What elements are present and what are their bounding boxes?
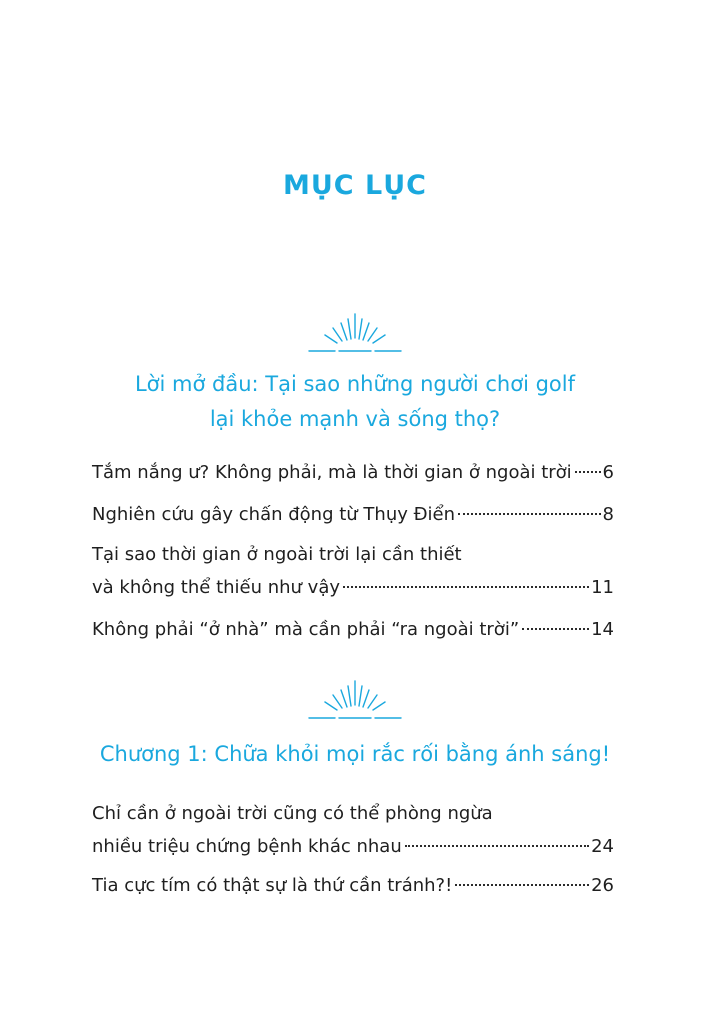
entry-title: Tia cực tím có thật sự là thứ cần tránh?! bbox=[92, 875, 453, 896]
heading-line: Chương 1: Chữa khỏi mọi rắc rối bằng ánh sáng! bbox=[99, 742, 611, 766]
dot-leader bbox=[343, 586, 589, 588]
entry-title: Chỉ cần ở ngoài trời cũng có thể phòng ngừa bbox=[92, 803, 493, 824]
entry-title: Không phải “ở nhà” mà cần phải “ra ngoài trời” bbox=[92, 619, 520, 640]
dot-leader bbox=[455, 884, 589, 886]
page-number: 26 bbox=[591, 875, 614, 896]
sunburst-icon bbox=[305, 310, 405, 354]
toc-entry[interactable] bbox=[92, 498, 614, 531]
page-number: 6 bbox=[602, 462, 614, 483]
heading-line: Lời mở đầu: Tại sao những người chơi golf bbox=[134, 372, 575, 396]
toc-entry[interactable] bbox=[92, 538, 614, 604]
page-number: 8 bbox=[602, 504, 614, 525]
page-number: 24 bbox=[591, 836, 614, 857]
entry-title: Tắm nắng ư? Không phải, mà là thời gian ở ngoài trời bbox=[92, 462, 572, 483]
page-number: 11 bbox=[591, 577, 614, 598]
dot-leader bbox=[575, 471, 601, 473]
dot-leader bbox=[405, 845, 589, 847]
page-number: 14 bbox=[591, 619, 614, 640]
entry-title: Tại sao thời gian ở ngoài trời lại cần thiết bbox=[92, 544, 462, 565]
section-heading-chapter-1 bbox=[0, 737, 710, 772]
toc-entry[interactable] bbox=[92, 613, 614, 646]
toc-entry[interactable] bbox=[92, 869, 614, 902]
entry-title: Nghiên cứu gây chấn động từ Thụy Điển bbox=[92, 504, 456, 525]
toc-entry[interactable] bbox=[92, 797, 614, 863]
section-heading-intro bbox=[0, 367, 710, 437]
entry-title: nhiều triệu chứng bệnh khác nhau bbox=[92, 836, 402, 857]
sunburst-icon bbox=[305, 677, 405, 721]
page-title: MỤC LỤC bbox=[283, 170, 427, 201]
heading-line: lại khỏe mạnh và sống thọ? bbox=[209, 407, 501, 431]
entry-title: và không thể thiếu như vậy bbox=[92, 577, 341, 598]
toc-entry[interactable] bbox=[92, 456, 614, 489]
dot-leader bbox=[458, 513, 601, 515]
dot-leader bbox=[522, 628, 589, 630]
